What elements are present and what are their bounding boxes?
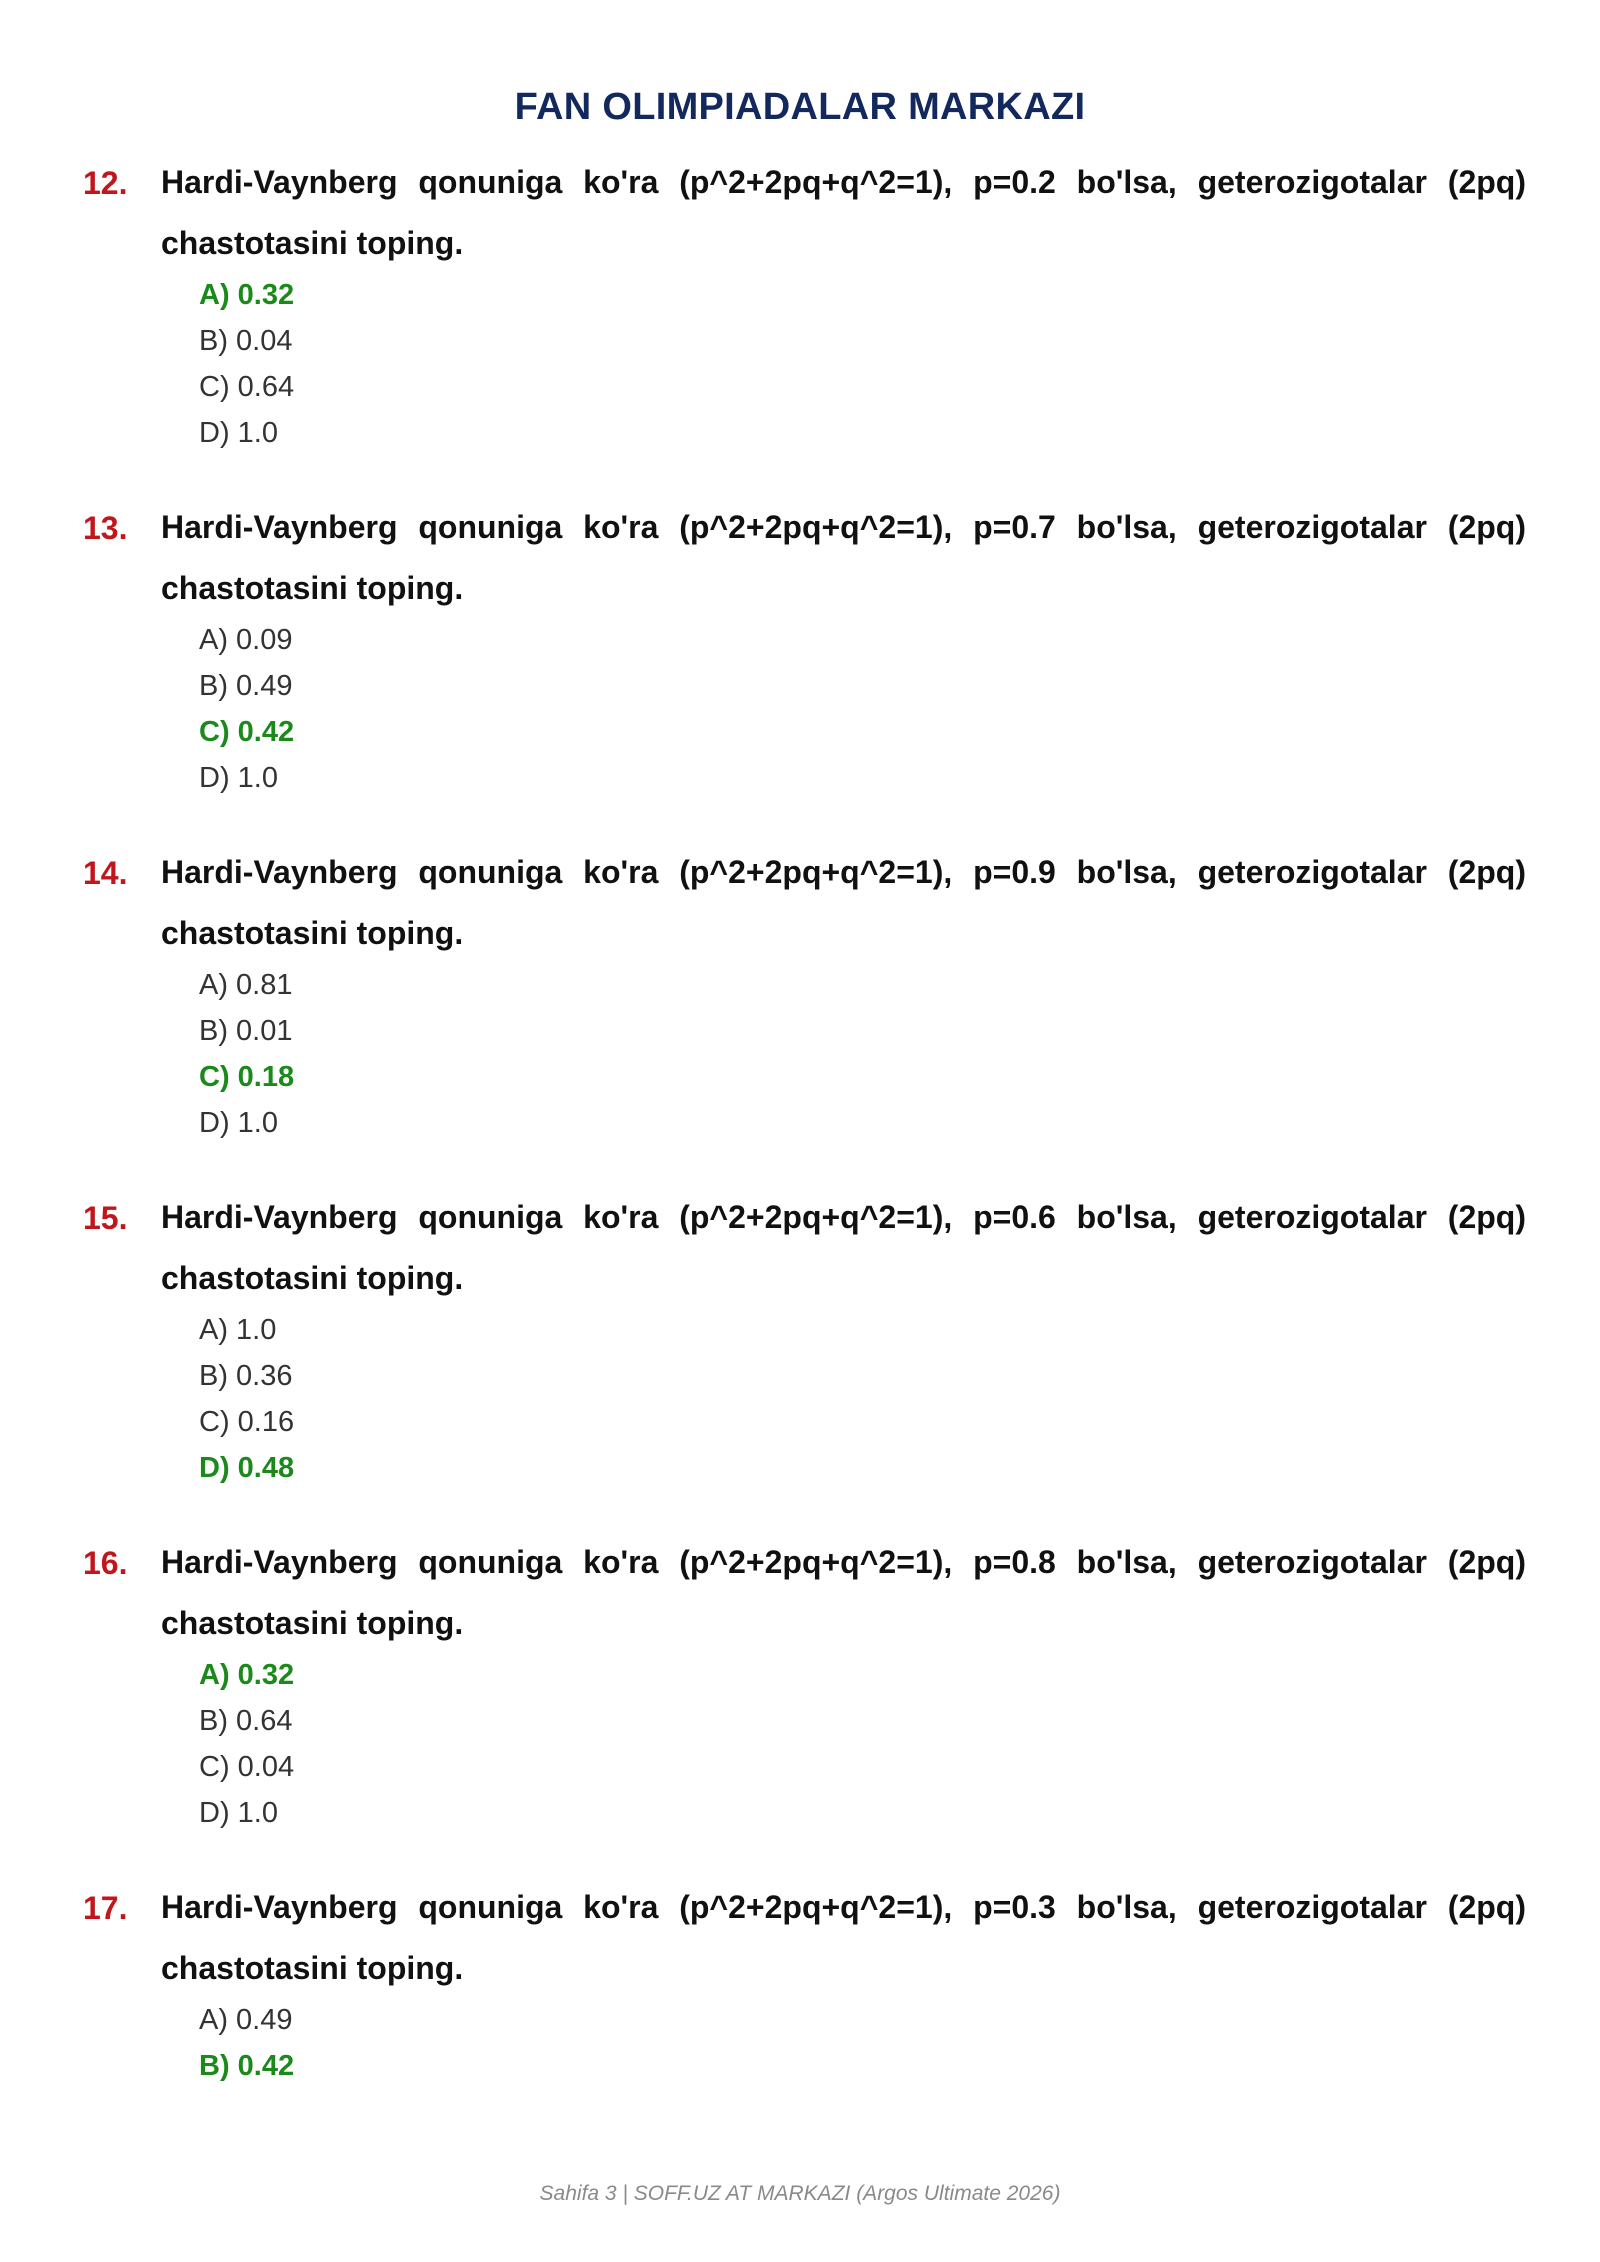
page-title: FAN OLIMPIADALAR MARKAZI [514,86,1086,128]
question-list [0,158,1600,2228]
answer-options [199,1652,294,1836]
answer-option: A) 0.49 [199,2004,293,2036]
answer-option: B) 0.64 [199,1705,293,1737]
question-text: Hardi-Vaynberg qonuniga ko'ra (p^2+2pq+q^2=1), p=0.6 bo'lsa, geterozigotalar (2pq) chastotasini toping. [161,1199,1526,1296]
answer-option: C) 0.04 [199,1751,295,1783]
answer-option-correct: A) 0.32 [199,1659,295,1691]
answer-options [199,1307,294,1491]
answer-option: C) 0.64 [199,371,295,403]
answer-option: D) 1.0 [199,762,278,794]
answer-option: B) 0.01 [199,1015,293,1047]
answer-option-correct: D) 0.48 [199,1452,295,1484]
question-number: 16. [83,1545,128,1581]
question-number: 14. [83,855,128,891]
answer-option-correct: C) 0.42 [199,716,295,748]
answer-options [199,962,294,1146]
answer-options [199,1997,294,2089]
answer-option: D) 1.0 [199,1797,278,1829]
answer-option: A) 0.09 [199,624,293,656]
question-item [0,1883,1600,2228]
answer-option: D) 1.0 [199,417,278,449]
question-text: Hardi-Vaynberg qonuniga ko'ra (p^2+2pq+q^2=1), p=0.9 bo'lsa, geterozigotalar (2pq) chastotasini toping. [161,854,1526,951]
question-number: 15. [83,1200,128,1236]
answer-option: B) 0.04 [199,325,293,357]
question-item [0,503,1600,848]
answer-option: A) 0.81 [199,969,293,1001]
answer-options [199,617,294,801]
question-number: 17. [83,1890,128,1926]
question-item [0,158,1600,503]
answer-option-correct: A) 0.32 [199,279,295,311]
answer-option-correct: C) 0.18 [199,1061,295,1093]
question-number: 13. [83,510,128,546]
question-item [0,848,1600,1193]
answer-option: B) 0.49 [199,670,293,702]
question-item [0,1538,1600,1883]
question-text: Hardi-Vaynberg qonuniga ko'ra (p^2+2pq+q^2=1), p=0.3 bo'lsa, geterozigotalar (2pq) chastotasini toping. [161,1889,1526,1986]
answer-option: D) 1.0 [199,1107,278,1139]
question-item [0,1193,1600,1538]
answer-option: A) 1.0 [199,1314,277,1346]
answer-option: B) 0.36 [199,1360,293,1392]
question-text: Hardi-Vaynberg qonuniga ko'ra (p^2+2pq+q^2=1), p=0.2 bo'lsa, geterozigotalar (2pq) chastotasini toping. [161,164,1526,261]
page-footer: Sahifa 3 | SOFF.UZ AT MARKAZI (Argos Ultimate 2026) [539,2182,1061,2205]
question-text: Hardi-Vaynberg qonuniga ko'ra (p^2+2pq+q^2=1), p=0.8 bo'lsa, geterozigotalar (2pq) chastotasini toping. [161,1544,1526,1641]
answer-options [199,272,294,456]
question-text: Hardi-Vaynberg qonuniga ko'ra (p^2+2pq+q^2=1), p=0.7 bo'lsa, geterozigotalar (2pq) chastotasini toping. [161,509,1526,606]
question-number: 12. [83,165,128,201]
answer-option: C) 0.16 [199,1406,295,1438]
answer-option-correct: B) 0.42 [199,2050,295,2082]
